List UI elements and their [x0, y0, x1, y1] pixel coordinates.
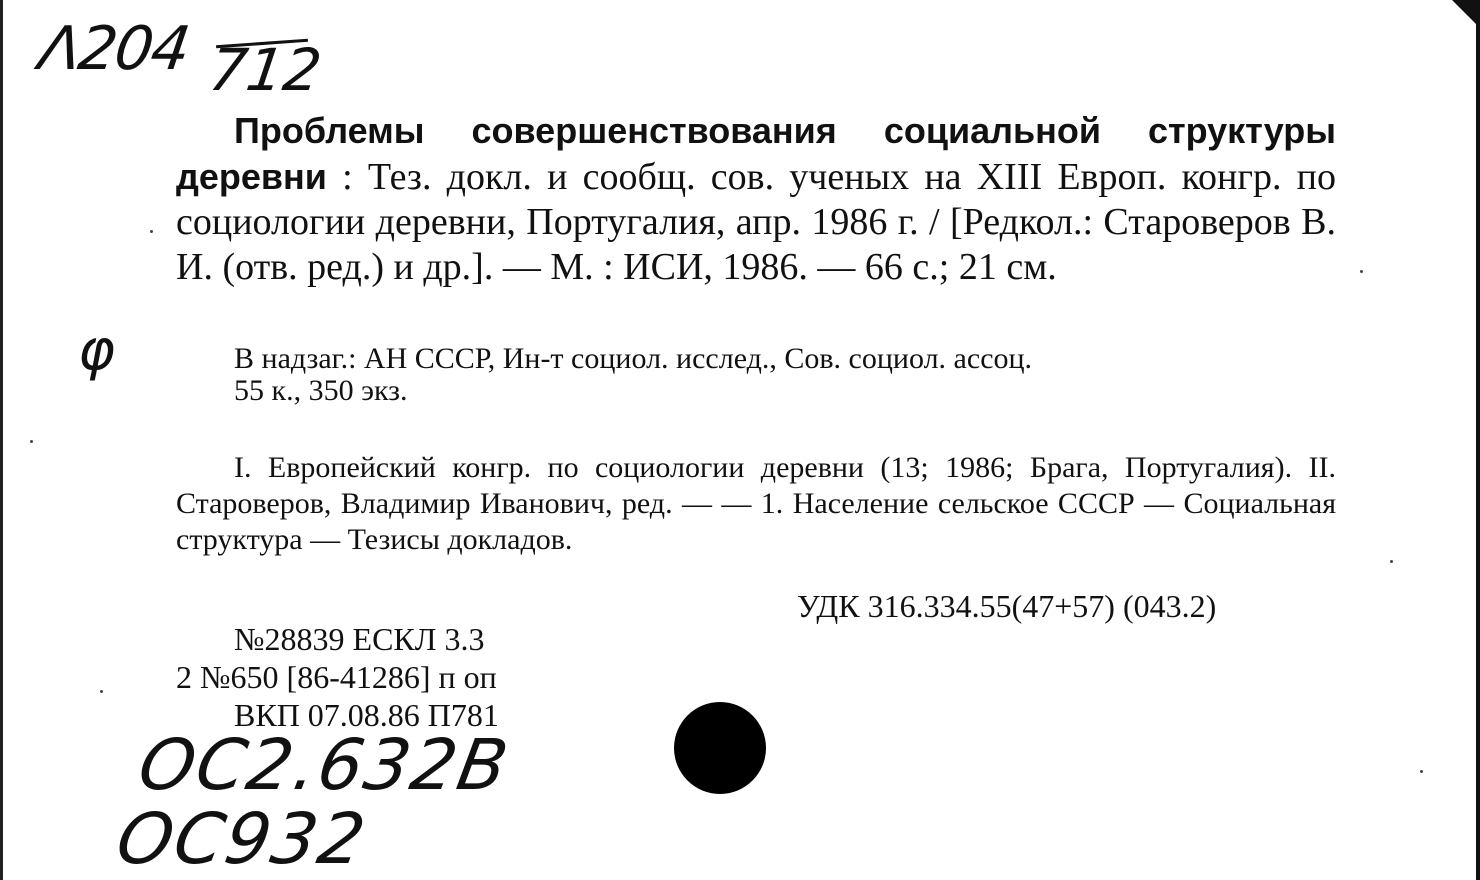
handwritten-inventory-2: ОС932 [110, 798, 373, 880]
bibliographic-entry [176, 108, 1336, 290]
card-punch-hole [674, 702, 766, 794]
tracing-text: I. Европейский конгр. по социологии деревни (13; 1986; Брага, Португалия). II. Староверов, Владимир Иванович, ред. — — 1. Население сельское СССР — Социальная структура — Тезисы докладов. [176, 451, 1336, 556]
card-right-edge [1476, 0, 1480, 880]
entry-description: : Тез. докл. и сообщ. сов. ученых на XIII Европ. конгр. по социологии деревни, Португалия, апр. 1986 г. / [Редкол.: Староверов В. И. (отв. ред.) и др.]. — М. : ИСИ, 1986. — 66 с.; 21 см. [176, 156, 1336, 288]
handwritten-shelfmark: Λ204 [35, 14, 193, 84]
handwritten-inventory-1: ОС2.632В [132, 724, 516, 806]
udc-code: УДК 316.334.55(47+57) (043.2) [797, 588, 1217, 624]
handwritten-classification: 712 [205, 36, 326, 104]
scan-speck [30, 440, 33, 443]
scan-speck [1360, 270, 1363, 273]
scan-speck [100, 690, 103, 693]
admin-block [176, 620, 499, 734]
card-corner-mark [1452, 0, 1478, 26]
scan-speck [1390, 560, 1393, 563]
admin-line-2: 2 №650 [86-41286] п оп [176, 659, 497, 695]
admin-line-1: №28839 ЕСКЛ 3.3 [234, 621, 485, 657]
price-copies: 55 к., 350 экз. [234, 374, 408, 407]
admin-line-3: ВКП 07.08.86 П781 [234, 697, 499, 733]
entry-note [176, 343, 1336, 407]
scan-speck [1420, 770, 1423, 773]
scan-speck [150, 230, 153, 233]
handwritten-symbol: φ [78, 318, 115, 383]
entry-title: Проблемы совершенствования социальной структуры деревни [176, 110, 1336, 197]
subject-tracing [176, 450, 1336, 558]
note-text: В надзаг.: АН СССР, Ин-т социол. исслед., Сов. социол. ассоц. [234, 342, 1033, 375]
card-left-edge [0, 0, 3, 880]
